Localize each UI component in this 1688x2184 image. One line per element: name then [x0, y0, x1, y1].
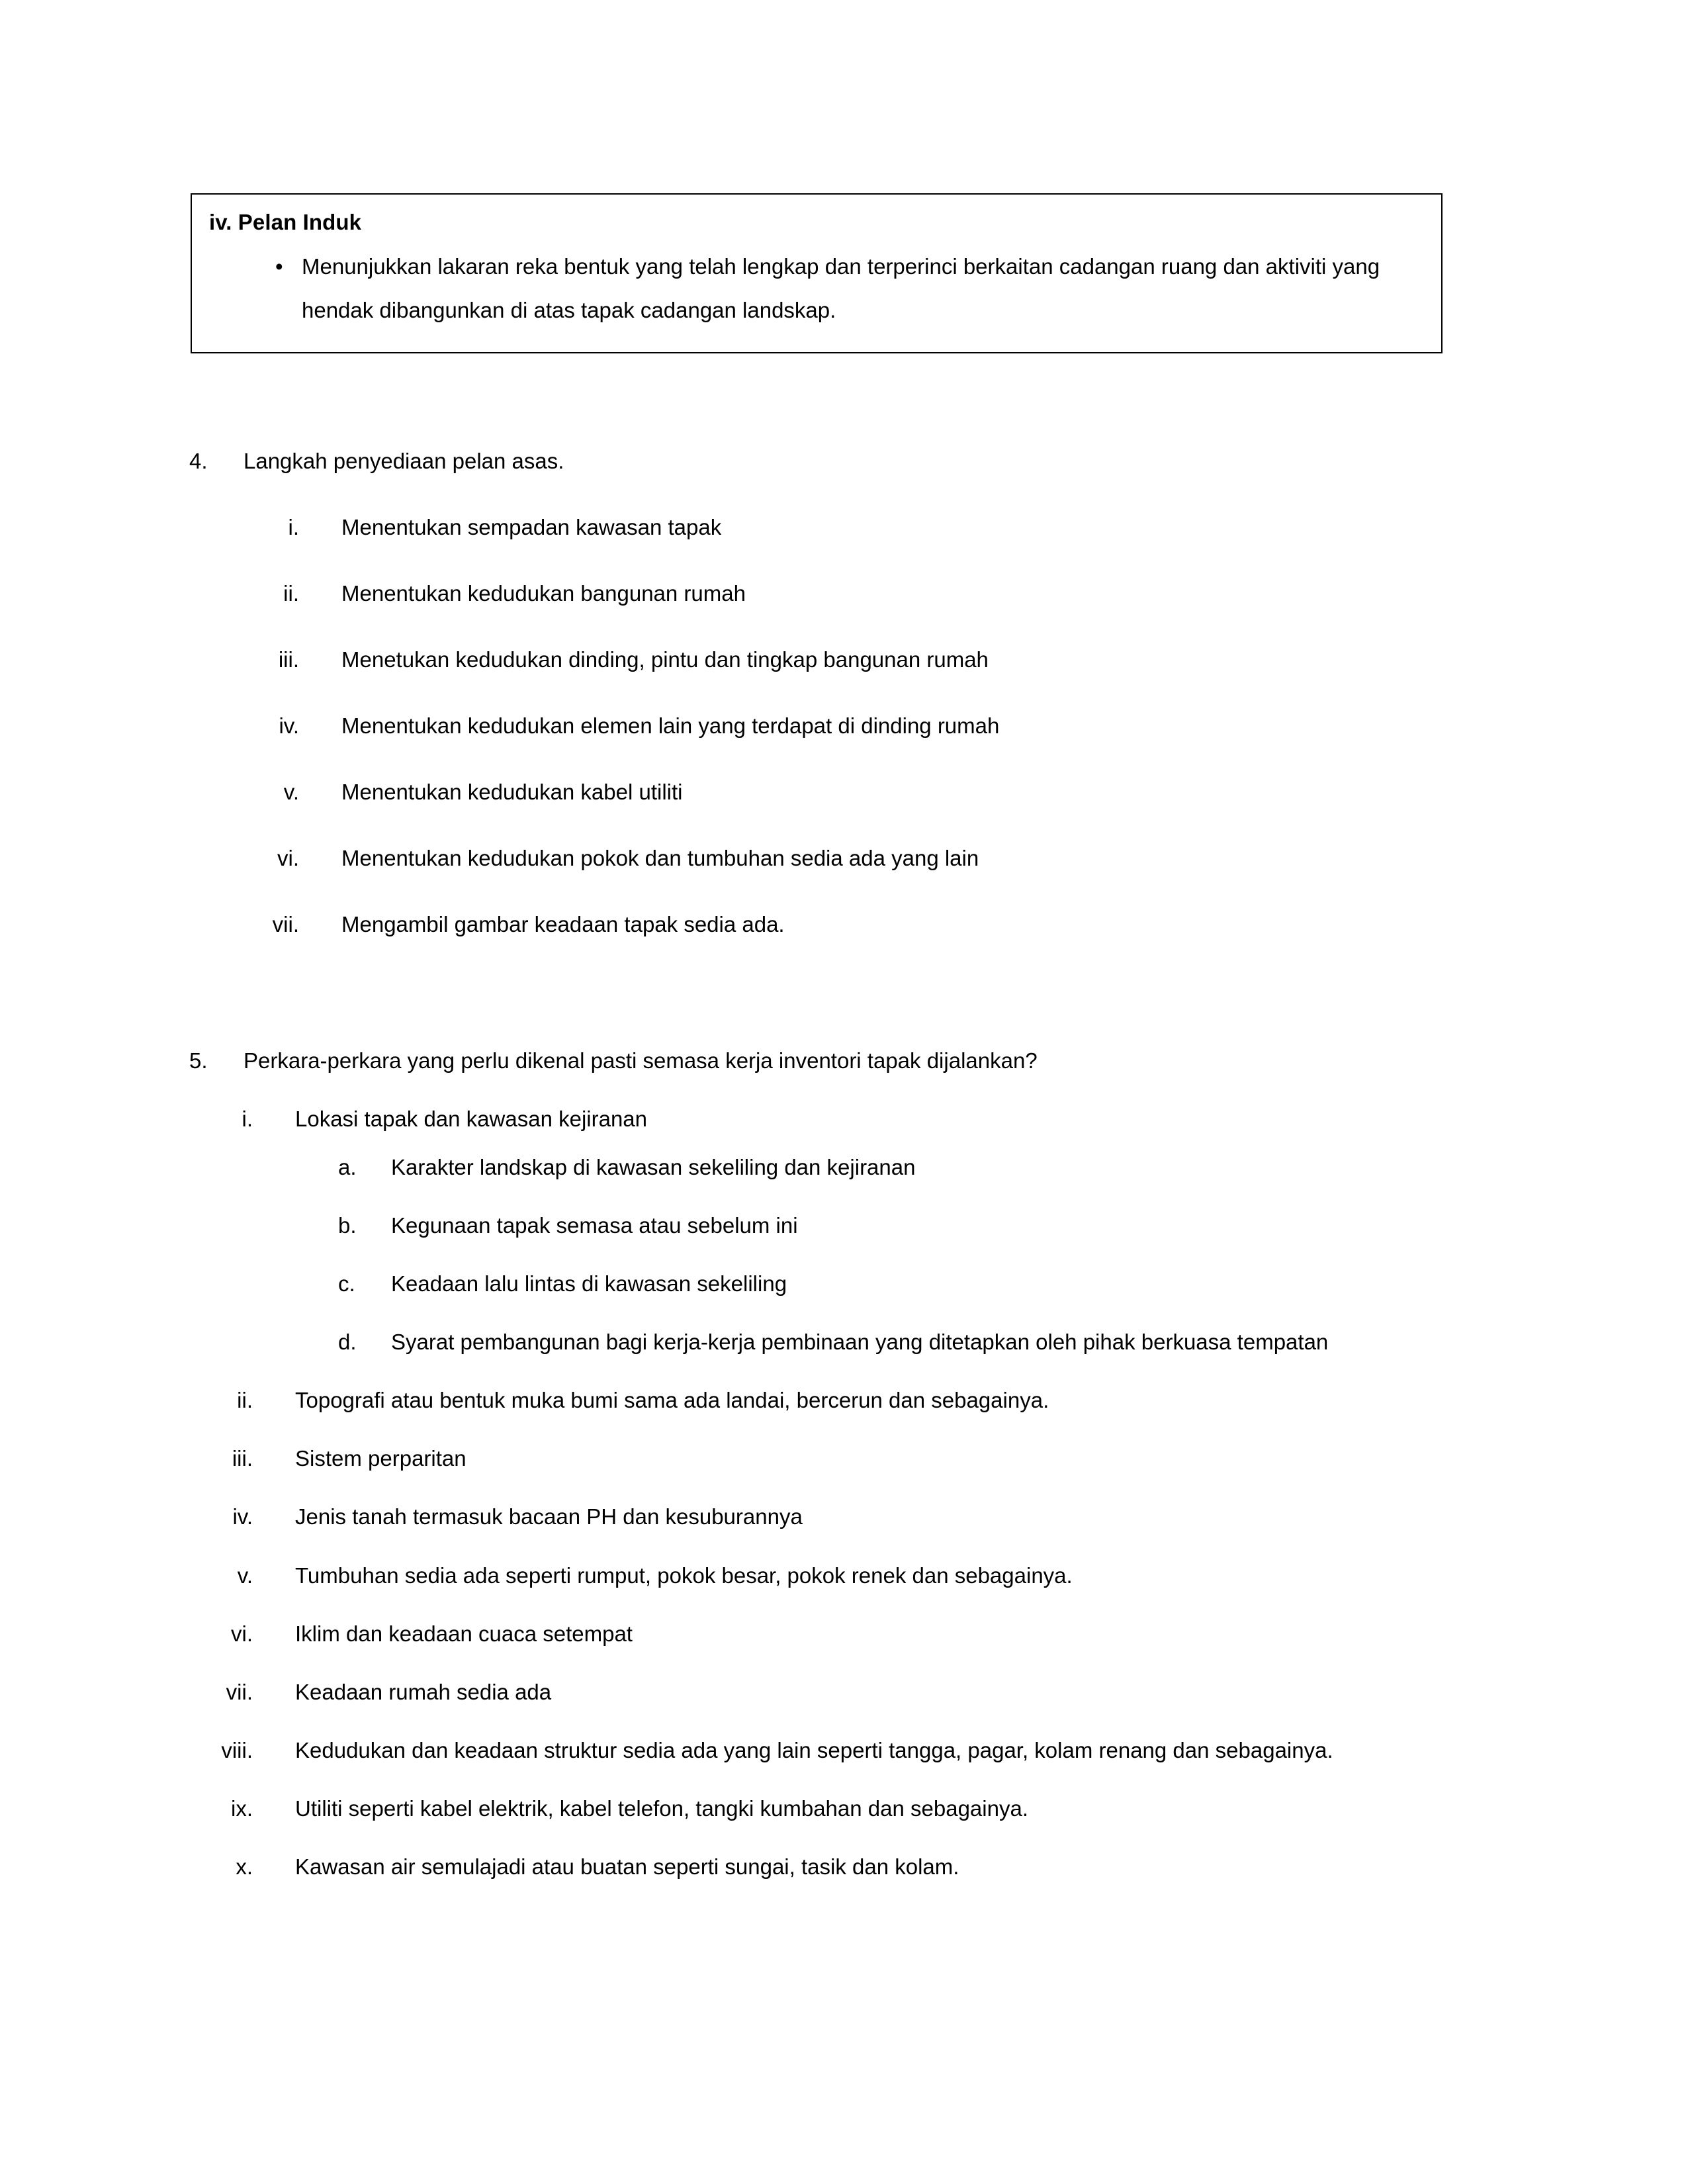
list-item-marker: vi. [277, 845, 299, 870]
list-item-marker: viii. [221, 1738, 253, 1763]
list-item [295, 1208, 1688, 1242]
callout-bullet-list [209, 245, 1424, 332]
question-5-heading [0, 1044, 1688, 1077]
question-5-alpha-sublist [295, 1150, 1688, 1359]
question-5-block [0, 1044, 1688, 1884]
list-item-marker: vi. [231, 1621, 253, 1646]
question-4-roman-list [0, 511, 1688, 941]
list-item-marker: d. [338, 1330, 357, 1355]
list-item-marker: i. [288, 514, 299, 539]
list-item [0, 1500, 1688, 1533]
list-item-marker: iv. [232, 1504, 253, 1529]
list-item-label: Sistem perparitan [295, 1446, 466, 1471]
list-item [295, 1267, 1688, 1300]
list-item-label: Kawasan air semulajadi atau buatan seperti sungai, tasik dan kolam. [295, 1854, 959, 1880]
list-item-marker: iii. [232, 1446, 253, 1471]
list-item-marker: c. [338, 1271, 355, 1296]
list-item-label: Karakter landskap di kawasan sekeliling dan kejiranan [391, 1154, 916, 1179]
list-item [0, 1733, 1688, 1767]
question-5-roman-list [0, 1102, 1688, 1884]
question-4-text: Langkah penyediaan pelan asas. [244, 449, 564, 473]
list-item [0, 1559, 1688, 1592]
list-item [0, 511, 1688, 544]
list-item [0, 577, 1688, 610]
list-item [209, 245, 1424, 332]
list-item-marker: i. [242, 1106, 253, 1131]
list-item-marker: b. [338, 1212, 357, 1238]
bullet-point-icon: • [275, 253, 283, 279]
list-item-label: Menentukan kedudukan elemen lain yang terdapat di dinding rumah [341, 713, 1000, 738]
list-item-label: Menentukan kedudukan kabel utiliti [341, 779, 683, 804]
list-item-marker: iv. [279, 713, 299, 738]
list-item-marker: iii. [278, 647, 299, 672]
list-item [295, 1325, 1688, 1359]
list-item-marker: vii. [226, 1679, 253, 1704]
callout-title: iv. Pelan Induk [209, 210, 362, 234]
list-item-label: Menentukan kedudukan pokok dan tumbuhan sedia ada yang lain [341, 845, 979, 870]
list-item-label: Topografi atau bentuk muka bumi sama ada landai, bercerun dan sebagainya. [295, 1388, 1049, 1413]
list-item-label: Keadaan rumah sedia ada [295, 1679, 552, 1704]
question-4-heading [0, 445, 1688, 478]
list-item-label: Menentukan kedudukan bangunan rumah [341, 580, 746, 606]
list-item-label: Mengambil gambar keadaan tapak sedia ada. [341, 911, 785, 936]
callout-box [191, 193, 1443, 353]
list-item-marker: ii. [237, 1388, 253, 1413]
list-item [0, 643, 1688, 676]
question-5-marker: 5. [189, 1048, 208, 1073]
list-item-label: Jenis tanah termasuk bacaan PH dan kesuburannya [295, 1504, 803, 1529]
callout-item-text: Menunjukkan lakaran reka bentuk yang telah lengkap dan terperinci berkaitan cadangan ruang dan aktiviti yang hendak dibangunkan di atas tapak cadangan landskap. [302, 253, 1380, 322]
list-item [0, 1617, 1688, 1651]
list-item-label: Syarat pembangunan bagi kerja-kerja pembinaan yang ditetapkan oleh pihak berkuasa tempatan [391, 1330, 1329, 1355]
list-item [0, 1850, 1688, 1884]
list-item-label: Iklim dan keadaan cuaca setempat [295, 1621, 633, 1646]
list-item [0, 1441, 1688, 1475]
list-item-label: Lokasi tapak dan kawasan kejiranan [295, 1106, 648, 1131]
list-item-label: Menentukan sempadan kawasan tapak [341, 514, 722, 539]
list-item [0, 1675, 1688, 1709]
list-item-marker: a. [338, 1154, 357, 1179]
list-item [0, 842, 1688, 875]
list-item-label: Keadaan lalu lintas di kawasan sekeliling [391, 1271, 787, 1296]
question-5-text: Perkara-perkara yang perlu dikenal pasti semasa kerja inventori tapak dijalankan? [244, 1048, 1038, 1073]
list-item-label: Utiliti seperti kabel elektrik, kabel telefon, tangki kumbahan dan sebagainya. [295, 1796, 1028, 1821]
list-item-label: Tumbuhan sedia ada seperti rumput, pokok besar, pokok renek dan sebagainya. [295, 1563, 1073, 1588]
list-item-marker: vii. [272, 911, 299, 936]
list-item [0, 908, 1688, 941]
list-item-marker: v. [237, 1563, 253, 1588]
list-item [0, 1792, 1688, 1825]
list-item-marker: ix. [231, 1796, 253, 1821]
list-item-marker: v. [283, 779, 299, 804]
question-4-block [0, 445, 1688, 941]
list-item [0, 1102, 1688, 1359]
list-item-label: Kedudukan dan keadaan struktur sedia ada yang lain seperti tangga, pagar, kolam renang dan sebagainya. [295, 1738, 1333, 1763]
list-item-marker: ii. [283, 580, 299, 606]
list-item [0, 1383, 1688, 1417]
list-item [295, 1150, 1688, 1184]
question-4-marker: 4. [189, 449, 208, 473]
list-item-label: Menetukan kedudukan dinding, pintu dan tingkap bangunan rumah [341, 647, 989, 672]
list-item [0, 776, 1688, 809]
list-item [0, 709, 1688, 743]
list-item-label: Kegunaan tapak semasa atau sebelum ini [391, 1212, 798, 1238]
list-item-marker: x. [236, 1854, 253, 1880]
